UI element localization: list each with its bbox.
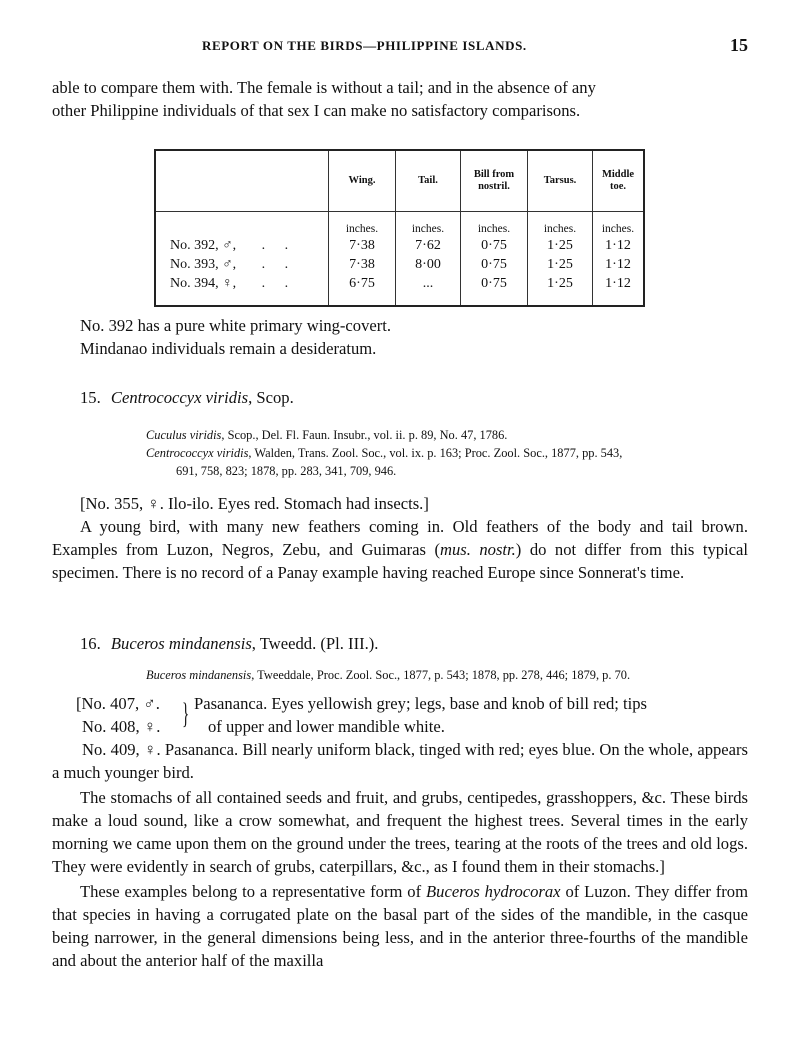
table-header-tail: Tail. — [396, 150, 461, 212]
table-cell: 1·12 — [593, 236, 645, 255]
species-number: 16. — [80, 634, 101, 653]
measurements-table — [154, 149, 645, 307]
specimen-description: of upper and lower mandible white. — [208, 717, 445, 736]
table-cell: 7·38 — [329, 236, 396, 255]
unit-cell: inches. — [461, 212, 528, 237]
specimen-record: [No. 355, ♀. Ilo-ilo. Eyes red. Stomach had insects.] — [80, 494, 429, 513]
table-header-row — [155, 150, 644, 212]
table-row — [155, 255, 644, 274]
table-cell: 1·25 — [528, 255, 593, 274]
reference-line: Buceros mindanensis, Tweeddale, Proc. Zool. Soc., 1877, p. 543; 1878, pp. 278, 446; 1879, p. 70. — [146, 668, 631, 682]
species-name: Centrococcyx viridis — [110, 388, 249, 407]
brace-mark: } — [182, 697, 190, 730]
table-row — [155, 274, 644, 306]
specimen-group — [52, 692, 748, 738]
page-header — [52, 36, 748, 60]
table-cell: 8·00 — [396, 255, 461, 274]
row-label: No. 392, ♂, — [170, 237, 237, 253]
species-author: , Scop. — [248, 388, 294, 407]
table-cell: 1·25 — [528, 274, 593, 306]
table-header-wing: Wing. — [329, 150, 396, 212]
table-cell: 0·75 — [461, 236, 528, 255]
table-header-blank — [155, 150, 329, 212]
specimen-record: No. 408, ♀. — [82, 717, 161, 736]
table-header-tarsus: Tarsus. — [528, 150, 593, 212]
row-dots: . . — [261, 237, 297, 253]
table-cell: ... — [396, 274, 461, 306]
species-15-heading — [80, 388, 294, 408]
unit-cell: inches. — [593, 212, 645, 237]
species-16-references — [146, 666, 748, 684]
table-cell: 1·12 — [593, 274, 645, 306]
table-cell: 0·75 — [461, 274, 528, 306]
row-dots: . . — [261, 256, 297, 272]
intro-line-2: other Philippine individuals of that sex I can make no satisfactory comparisons. — [52, 101, 581, 120]
note-line-2: Mindanao individuals remain a desideratum. — [80, 339, 377, 358]
page-number: 15 — [730, 35, 748, 55]
species-author: , Tweedd. (Pl. III.). — [251, 634, 379, 653]
table-cell: 0·75 — [461, 255, 528, 274]
note-line-1: No. 392 has a pure white primary wing-covert. — [80, 316, 392, 335]
row-label: No. 393, ♂, — [170, 256, 237, 272]
species-15-paragraph: A young bird, with many new feathers coming in. Old feathers of the body and tail brown. Examples from Luzon, Negros, Zebu, and Guimaras (mus. nostr.) do not differ from this typical specimen. There is no record of a Panay example having reached Europe since Sonnerat's time. — [52, 517, 748, 582]
species-number: 15. — [80, 388, 101, 407]
reference-line: Cuculus viridis, Scop., Del. Fl. Faun. Insubr., vol. ii. p. 89, No. 47, 1786. — [146, 428, 508, 442]
table-cell: 1·25 — [528, 236, 593, 255]
species-16-paragraph-2: These examples belong to a representative form of Buceros hydrocorax of Luzon. They differ from that species in having a corrugated plate on the basal part of the sides of the mandible, in the casque being narrower, in the general dimensions being less, and in the anterior three-fourths of the mandible and about the anterior half of the maxilla — [52, 882, 748, 970]
species-16-body — [52, 692, 748, 972]
table-units-row — [155, 212, 644, 237]
reference-line: 691, 758, 823; 1878, pp. 283, 341, 709, 946. — [176, 464, 397, 478]
row-label: No. 394, ♀, — [170, 275, 237, 291]
table-row — [155, 236, 644, 255]
unit-cell: inches. — [329, 212, 396, 237]
species-16-heading — [80, 634, 378, 654]
species-name: Buceros mindanensis — [110, 634, 252, 653]
species-15-body — [52, 492, 748, 584]
specimen-record: No. 409, ♀. Pasananca. Bill nearly uniform black, tinged with red; eyes blue. On the whole, appears a much younger bird. — [52, 740, 748, 782]
table-header-middle-toe: Middle toe. — [593, 150, 645, 212]
species-16-paragraph-1: The stomachs of all contained seeds and fruit, and grubs, centipedes, grasshoppers, &c. These birds make a loud sound, like a crow somewhat, and frequent the highest trees. Several times in the early morning we came upon them on the ground under the trees, tearing at the roots of the trees and old logs. They were evidently in search of grubs, caterpillars, &c., as I found them in their stomachs.] — [52, 788, 748, 876]
unit-cell: inches. — [528, 212, 593, 237]
intro-paragraph — [52, 76, 748, 122]
unit-cell: inches. — [396, 212, 461, 237]
reference-line: Centrococcyx viridis, Walden, Trans. Zool. Soc., vol. ix. p. 163; Proc. Zool. Soc., 1877, pp. 543, — [146, 446, 623, 460]
table-cell: 7·62 — [396, 236, 461, 255]
table-header-bill: Bill from nostril. — [461, 150, 528, 212]
running-title: REPORT ON THE BIRDS—PHILIPPINE ISLANDS. — [202, 38, 527, 53]
intro-line-1: able to compare them with. The female is without a tail; and in the absence of any — [52, 78, 596, 97]
notes — [80, 314, 748, 360]
table-cell: 7·38 — [329, 255, 396, 274]
table-cell: 6·75 — [329, 274, 396, 306]
specimen-record: [No. 407, ♂. — [76, 694, 160, 713]
table-cell: 1·12 — [593, 255, 645, 274]
species-15-references — [146, 426, 748, 480]
specimen-description: Pasananca. Eyes yellowish grey; legs, base and knob of bill red; tips — [194, 694, 647, 713]
row-dots: . . — [261, 275, 297, 291]
